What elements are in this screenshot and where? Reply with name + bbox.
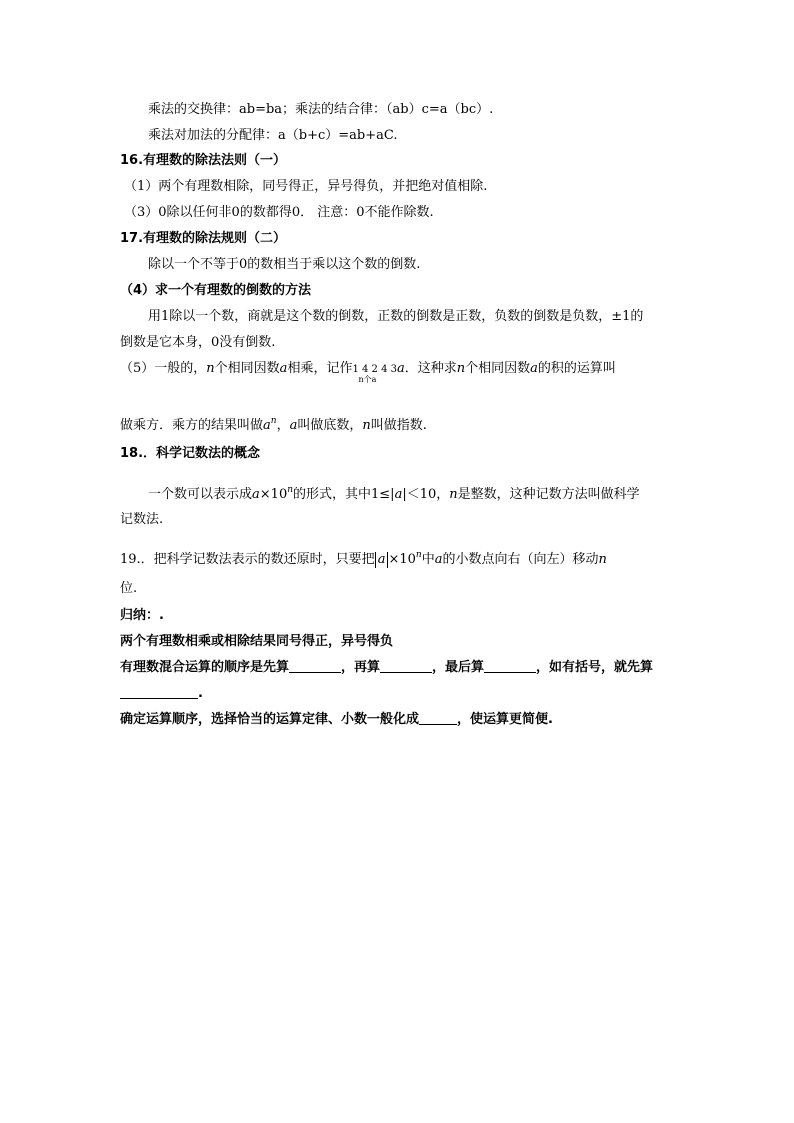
- var-n: n: [449, 487, 458, 502]
- text: 中: [421, 552, 435, 567]
- text: 确定运算顺序，选择恰当的运算定律、小数一般化成: [120, 712, 420, 727]
- text: |＜10，: [402, 487, 450, 502]
- var-n: n: [206, 361, 215, 376]
- power-definition-line-2: [120, 412, 427, 435]
- scientific-notation-def-2: 记数法.: [120, 512, 164, 527]
- abs-a: a: [375, 552, 389, 568]
- var-n: n: [598, 552, 607, 567]
- division-rule-2: 除以一个不等于0的数相当于乘以这个数的倒数.: [148, 257, 421, 272]
- text: 是整数，这种记数方法叫做科学: [457, 487, 640, 502]
- text: .: [198, 686, 203, 701]
- var-a: a: [252, 487, 260, 502]
- heading-17: 17.有理数的除法规则（二）: [120, 231, 287, 246]
- var-a: a: [279, 361, 288, 376]
- exponent-n: n: [287, 485, 294, 495]
- text: 个相同因数: [214, 361, 280, 376]
- item-19-end: 位.: [120, 581, 138, 596]
- brace-glyphs: 1 4 2 4 3: [352, 364, 397, 375]
- text: 个相同因数: [465, 361, 531, 376]
- exponent-n: n: [415, 550, 422, 560]
- summary-heading: 归纳：.: [120, 608, 164, 623]
- text: 叫做底数，: [297, 418, 363, 433]
- var-a: a: [396, 361, 405, 376]
- brace-label: n个a: [358, 375, 377, 384]
- var-a: a: [263, 418, 271, 433]
- fill-blank-4[interactable]: [120, 686, 198, 699]
- summary-simplify: [120, 711, 553, 729]
- var-n: n: [362, 418, 371, 433]
- var-a: a: [394, 487, 403, 502]
- summary-sign-rule: 两个有理数相乘或相除结果同号得正，异号得负: [120, 634, 394, 649]
- text: ，最后算: [432, 660, 485, 675]
- text: 一个数可以表示成: [148, 487, 253, 502]
- text: 做乘方．乘方的结果叫做: [120, 418, 264, 433]
- reciprocal-text-1: 用1除以一个数，商就是这个数的倒数，正数的倒数是正数，负数的倒数是负数，±1的: [148, 309, 644, 324]
- text: 叫做指数.: [370, 418, 427, 433]
- fill-blank-3[interactable]: [484, 660, 536, 673]
- exponent-n: n: [270, 416, 277, 426]
- distributive-law: 乘法对加法的分配律：a（b+c）=ab+aC.: [148, 128, 398, 143]
- heading-16: 16.有理数的除法法则（一）: [120, 153, 287, 168]
- text: 的形式，其中1≤|: [293, 487, 395, 502]
- var-a: a: [530, 361, 538, 376]
- text: 相乘，记作: [287, 361, 353, 376]
- text: 19.．把科学记数法表示的数还原时，只要把: [120, 552, 375, 567]
- text: 有理数混合运算的顺序是先算: [120, 660, 290, 675]
- heading-18: 18.．科学记数法的概念: [120, 446, 261, 461]
- division-rule-1: （1）两个有理数相除，同号得正，异号得负，并把绝对值相除.: [124, 179, 488, 194]
- text: （5）一般的，: [120, 361, 207, 376]
- underbrace-expression: [352, 360, 397, 384]
- fill-blank-2[interactable]: [380, 660, 432, 673]
- commutative-associative-law: 乘法的交换律：ab=ba；乘法的结合律：（ab）c=a（bc）.: [148, 102, 494, 117]
- text: ，使运算更简便.: [457, 712, 553, 727]
- text: ．这种求: [404, 361, 457, 376]
- text: ×10: [388, 552, 416, 567]
- text: ，: [276, 418, 290, 433]
- scientific-notation-def: [148, 481, 640, 504]
- fill-blank-1[interactable]: [289, 660, 341, 673]
- var-a: a: [434, 552, 443, 567]
- text: ×10: [259, 487, 288, 502]
- power-definition-line-1: [120, 360, 616, 384]
- var-n: n: [456, 361, 466, 376]
- division-rule-3: （3）0除以任何非0的数都得0． 注意：0不能作除数.: [124, 205, 434, 220]
- text: ，再算: [341, 660, 381, 675]
- text: 的小数点向右（向左）移动: [442, 552, 599, 567]
- reciprocal-text-2: 倒数是它本身，0没有倒数.: [120, 335, 276, 350]
- summary-order-of-operations: [120, 659, 653, 677]
- fill-blank-5[interactable]: [419, 712, 457, 725]
- text: 的积的运算叫: [537, 361, 616, 376]
- heading-reciprocal: （4）求一个有理数的倒数的方法: [120, 283, 312, 298]
- var-a: a: [289, 418, 298, 433]
- item-19: [120, 546, 607, 569]
- summary-order-of-operations-2: [120, 685, 203, 703]
- text: ，如有括号，就先算: [536, 660, 654, 675]
